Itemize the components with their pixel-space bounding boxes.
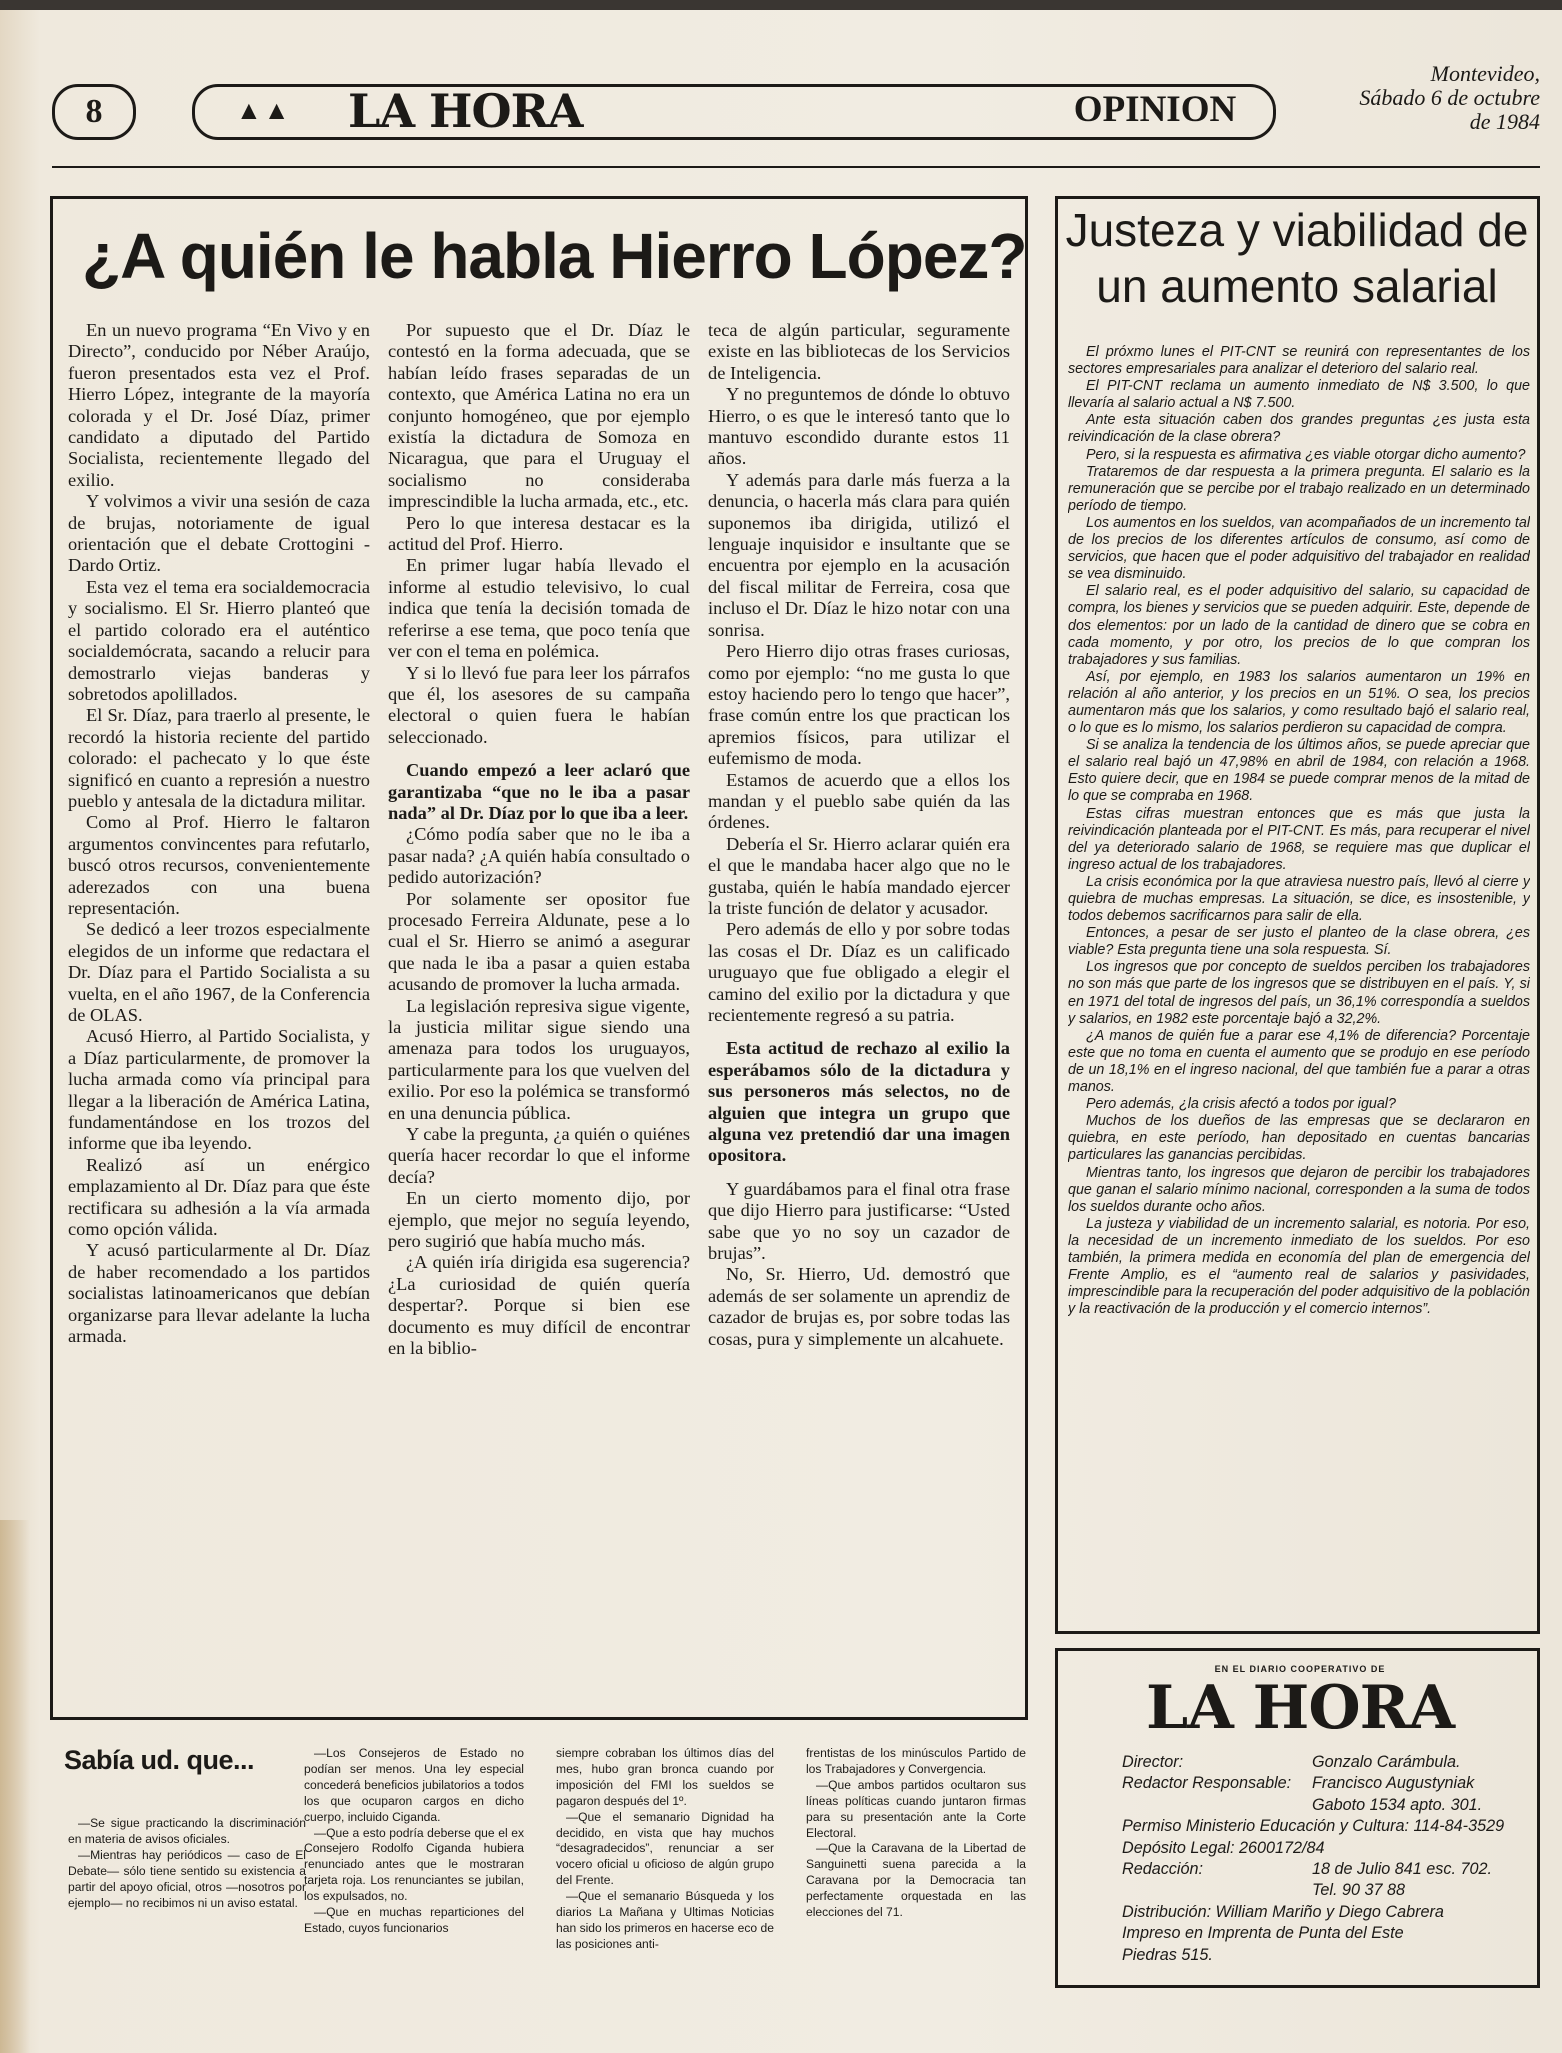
side-paragraph: Muchos de los dueños de las empresas que se declararon en quiebra, en este período, han depositado en cuentas bancarias particulares las ganancias percibidas. — [1068, 1113, 1530, 1164]
article-paragraph: En un nuevo programa “En Vivo y en Directo”, conducido por Néber Araújo, fueron presentados esta vez el Prof. Hierro López, integrante de la mayoría colorada y el Dr. José Díaz, primer candidato a diputado del Partido Socialista, recientemente llegado del exilio. — [68, 320, 370, 490]
side-paragraph: Trataremos de dar respuesta a la primera pregunta. El salario es la remuneración que se percibe por el trabajo realizado en un determinado período de tiempo. — [1068, 463, 1530, 514]
redactor-address: Gaboto 1534 apto. 301. — [1312, 1795, 1483, 1814]
article-column-3 — [708, 320, 1010, 1715]
director-name: Gonzalo Carámbula. — [1312, 1753, 1461, 1771]
redaccion-label: Redacción: — [1122, 1860, 1203, 1879]
article-paragraph-bold: Esta actitud de rechazo al exilio la esperábamos sólo de la dictadura y sus personeros más selectos, no de alguien que integra un grupo que alguna vez pretendió dar una imagen opositora. — [708, 1038, 1010, 1166]
impreso-address: Piedras 515. — [1122, 1945, 1213, 1964]
article-paragraph: En primer lugar había llevado el informe al estudio televisivo, lo cual indica que tenía la decisión tomada de referirse a ese tema, que poco tenía que ver con el tema en polémica. — [388, 555, 690, 662]
colophon-logo: LA HORA — [1146, 1673, 1454, 1743]
article-paragraph: Pero Hierro dijo otras frases curiosas, como por ejemplo: “no me gusta lo que estoy haciendo pero lo tengo que hacer”, frase común entre los que practican los apremios físicos, para utilizar el eufemismo de moda. — [708, 641, 1010, 769]
article-paragraph-bold: Cuando empezó a leer aclaró que garantizaba “que no le iba a pasar nada” al Dr. Díaz por lo que iba a leer. — [388, 760, 690, 823]
header-divider — [52, 166, 1540, 168]
side-paragraph: ¿A manos de quién fue a parar ese 4,1% de diferencia? Porcentaje este que no toma en cuenta el aumento que se produjo en ese período de un 18,1% en el ingreso nacional, del que también fue a parar a otras manos. — [1068, 1027, 1530, 1096]
sabia-column-3 — [556, 1746, 774, 1961]
arrows-icon: ▲▲ — [236, 96, 292, 125]
sabia-item: siempre cobraban los últimos días del mes, hubo gran bronca cuando por imposición del FMI los sueldos se pagaron después del 1º. — [556, 1746, 774, 1808]
article-paragraph: La legislación represiva sigue vigente, la justicia militar sigue siendo una amenaza para todos los uruguayos, particularmente para los que vuelven del exilio. Por eso la polémica se transformó en una denuncia pública. — [388, 995, 690, 1123]
article-paragraph: Pero además de ello y por sobre todas las cosas el Dr. Díaz es un calificado uruguayo que fue obligado a elegir el camino del exilio por la dictadura y que recientemente regresó a su patria. — [708, 919, 1010, 1025]
article-paragraph: Se dedicó a leer trozos especialmente elegidos de un informe que redactara el Dr. Díaz para el Partido Socialista a su vuelta, en el año 1967, de la Conferencia de OLAS. — [68, 919, 370, 1025]
redaccion-address: 18 de Julio 841 esc. 702. — [1312, 1860, 1492, 1879]
article-paragraph: Y si lo llevó fue para leer los párrafos que él, los asesores de su campaña electoral o quien fuera le habían seleccionado. — [388, 662, 690, 747]
side-paragraph: Ante esta situación caben dos grandes preguntas ¿es justa esta reivindicación de la clase obrera? — [1068, 412, 1530, 446]
article-paragraph: ¿A quién iría dirigida esa sugerencia? ¿La curiosidad de quién quería despertar?. Porque si bien ese documento es muy difícil de encontrar en la biblio- — [388, 1252, 690, 1359]
article-paragraph: Debería el Sr. Hierro aclarar quién era el que le mandaba hacer algo que no le gustaba, quién le había mandado ejercer la triste función de delator y acusador. — [708, 833, 1010, 918]
article-paragraph: Y además para darle más fuerza a la denuncia, o hacerla más clara para quién suponemos iba dirigida, utilizó el lenguaje inquisidor e insultante que se encuentra por ejemplo en la acusación del fiscal militar de Ferreira, cosa que incluso el Dr. Díaz le hizo notar con una sonrisa. — [708, 469, 1010, 640]
side-article-body — [1068, 344, 1530, 1624]
dateline — [1310, 62, 1540, 134]
article-paragraph: Por supuesto que el Dr. Díaz le contestó en la forma adecuada, que se habían leído frases separadas de un contexto, que América Latina no era un conjunto homogéneo, que por ejemplo existía la dictadura de Somoza en Nicaragua, que para el Uruguay el socialismo no consideraba imprescindible la lucha armada, etc., etc. — [388, 320, 690, 512]
paper-edge-stain — [0, 1520, 30, 2053]
article-paragraph: No, Sr. Hierro, Ud. demostró que además de ser solamente un aprendiz de cazador de brujas es, por sobre todas las cosas, pura y simplemente un alcahuete. — [708, 1264, 1010, 1349]
article-column-2 — [388, 320, 690, 1715]
article-paragraph: En un cierto momento dijo, por ejemplo, que mejor no seguía leyendo, pero sugirió que había mucho más. — [388, 1188, 690, 1252]
sabia-column-2 — [304, 1746, 524, 1961]
sabia-item: —Que el semanario Dignidad ha decidido, en vista que hay muchos “desagradecidos”, renunciar a ser vocero oficial u oficioso de algún grupo del Frente. — [556, 1809, 774, 1888]
telefono-line: Tel. 90 37 88 — [1312, 1881, 1406, 1900]
main-headline: ¿A quién le habla Hierro López? — [82, 220, 1027, 292]
colophon-tagline: EN EL DIARIO COOPERATIVO DE — [1214, 1664, 1386, 1674]
section-title: OPINION — [1073, 89, 1237, 130]
deposito-line: Depósito Legal: 2600172/84 — [1122, 1838, 1325, 1857]
article-paragraph: Acusó Hierro, al Partido Socialista, y a Díaz particularmente, de promover la lucha armada como vía principal para llegar a la liberación de América Latina, fundamentándose en los trozos del informe que iba leyendo. — [68, 1026, 370, 1154]
side-headline: Justeza y viabilidad de un aumento salarial — [1065, 204, 1529, 312]
sabia-column-4 — [806, 1746, 1026, 1961]
sabia-title: Sabía ud. que... — [64, 1745, 255, 1775]
dateline-city: Montevideo, — [1430, 61, 1540, 86]
side-paragraph: La justeza y viabilidad de un incremento salarial, es notoria. Por eso, la necesidad de un incremento inmediato de los sueldos. Por eso también, la primera medida en economía del plan de emergencia del Frente Amplio, es el “aumento real de salarios y pasividades, imprescindible para la recuperación del poder adquisitivo de la población y la reactivación de la producción y el comercio internos”. — [1068, 1215, 1530, 1318]
impreso-line: Impreso en Imprenta de Punta del Este — [1122, 1924, 1404, 1943]
side-paragraph: Si se analiza la tendencia de los últimos años, se puede apreciar que el salario real bajó un 47,98% en abril de 1984, con relación a 1968. Esto quiere decir, que en 1984 se puede comprar menos de la mitad de lo que se compraba en 1968. — [1068, 737, 1530, 805]
article-paragraph: Y no preguntemos de dónde lo obtuvo Hierro, o es que le interesó tanto que lo mantuvo escondido durante estos 11 años. — [708, 384, 1010, 469]
director-label: Director: — [1122, 1753, 1184, 1771]
masthead-logo: LA HORA — [348, 84, 583, 138]
colophon-info — [1122, 1752, 1532, 1966]
side-paragraph: Así, por ejemplo, en 1983 los salarios aumentaron un 19% en relación al año anterior, y los precios en un 51%. O sea, los precios aumentaron más que los salarios, y como resultado bajó el salario real, o lo que es lo mismo, los salarios perdieron su capacidad de compra. — [1068, 668, 1530, 737]
redactor-label: Redactor Responsable: — [1122, 1774, 1292, 1793]
article-paragraph: Estamos de acuerdo que a ellos los mandan y el pueblo sabe quién da las órdenes. — [708, 769, 1010, 833]
sabia-item: —Que en muchas reparticiones del Estado, cuyos funcionarios — [304, 1905, 524, 1935]
sabia-item: —Se sigue practicando la discriminación en materia de avisos oficiales. — [68, 1816, 306, 1846]
side-paragraph: Entonces, a pesar de ser justo el planteo de la clase obrera, ¿es viable? Esta pregunta tiene una sola respuesta. Sí. — [1068, 925, 1530, 959]
article-paragraph: Y cabe la pregunta, ¿a quién o quiénes quería hacer recordar lo que el informe decía? — [388, 1124, 690, 1187]
article-column-1 — [68, 320, 370, 1715]
sabia-item: —Que ambos partidos ocultaron sus líneas políticas cuando juntaron firmas para su presentación ante la Corte Electoral. — [806, 1777, 1026, 1840]
article-paragraph: Pero lo que interesa destacar es la actitud del Prof. Hierro. — [388, 512, 690, 555]
side-paragraph: Mientras tanto, los ingresos que dejaron de percibir los trabajadores que ganan el salario mínimo nacional, corresponden a la suma de todos los sueldos durante ocho años. — [1068, 1164, 1530, 1215]
article-paragraph: Y volvimos a vivir una sesión de caza de brujas, notoriamente de igual orientación que el debate Crottogini - Dardo Ortiz. — [68, 491, 370, 576]
sabia-item: —Mientras hay periódicos — caso de El Debate— sólo tiene sentido su existencia a partir del apoyo oficial, otros —nosotros por ejemplo— no recibimos ni un aviso estatal. — [68, 1847, 306, 1910]
article-paragraph: Por solamente ser opositor fue procesado Ferreira Aldunate, pese a lo cual el Sr. Hierro se animó a asegurar que nada le iba a pasar a quien estaba acusando de promover la lucha armada. — [388, 888, 690, 995]
side-paragraph: Pero además, ¿la crisis afectó a todos por igual? — [1086, 1096, 1396, 1113]
sabia-item: —Que la Caravana de la Libertad de Sanguinetti suena parecida a la Caravana por la Democracia tan perfectamente orquestada en las elecciones del 71. — [806, 1841, 1026, 1920]
article-paragraph: teca de algún particular, seguramente existe en las bibliotecas de los Servicios de Inteligencia. — [708, 320, 1010, 383]
article-paragraph: Y acusó particularmente al Dr. Díaz de haber recomendado a los partidos socialistas latinoamericanos que debían organizarse para llevar adelante la lucha armada. — [68, 1240, 370, 1347]
redactor-name: Francisco Augustyniak — [1312, 1774, 1475, 1793]
article-paragraph: El Sr. Díaz, para traerlo al presente, le recordó la historia reciente del partido colorado: el pachecato y lo que éste significó en cuanto a represión a nuestro pueblo y antesala de la dictadura militar. — [68, 705, 370, 811]
sabia-item: —Que el semanario Búsqueda y los diarios La Mañana y Ultimas Noticias han sido los primeros en hacerse eco de las posiciones anti- — [556, 1889, 774, 1951]
colophon-director-row — [1122, 1752, 1532, 1773]
dateline-day: Sábado 6 de octubre — [1359, 85, 1540, 110]
side-paragraph: Estas cifras muestran entonces que es más que justa la reivindicación planteada por el PIT-CNT. Es más, para recuperar el nivel del ya deteriorado salario de 1968, se requiere mas que duplicar el ingreso actual de los trabajadores. — [1068, 805, 1530, 873]
article-paragraph: ¿Cómo podía saber que no le iba a pasar nada? ¿A quién había consultado o pedido autorización? — [388, 824, 690, 888]
sabia-item: frentistas de los minúsculos Partido de los Trabajadores y Convergencia. — [806, 1746, 1026, 1776]
sabia-item: —Que a esto podría deberse que el ex Consejero Rodolfo Ciganda hubiera renunciado antes que le mostraran tarjeta roja. Los renunciantes se jubilan, los expulsados, no. — [304, 1825, 524, 1904]
side-paragraph: La crisis económica por la que atraviesa nuestro país, llevó al cierre y quiebra de muchas empresas. La situación, se dice, es insostenible, y todos debemos sacrificarnos para salir de ella. — [1068, 873, 1530, 925]
side-paragraph: Pero, si la respuesta es afirmativa ¿es viable otorgar dicho aumento? — [1086, 446, 1526, 463]
sabia-column-1 — [68, 1816, 306, 1961]
colophon-redactor-row — [1122, 1773, 1532, 1794]
scan-top-edge — [0, 0, 1562, 10]
page-number: 8 — [52, 84, 136, 140]
permiso-line: Permiso Ministerio Educación y Cultura: 114-84-3529 — [1122, 1817, 1505, 1836]
side-paragraph: El próxmo lunes el PIT-CNT se reunirá con representantes de los sectores empresariales para analizar el deterioro del salario real. — [1068, 344, 1530, 378]
article-paragraph: Realizó así un enérgico emplazamiento al Dr. Díaz para que éste rectificara su adhesión a la vía armada como opción válida. — [68, 1154, 370, 1240]
article-paragraph: Como al Prof. Hierro le faltaron argumentos convincentes para refutarlo, buscó otros recursos, convenientemente aderezados con una buena representación. — [68, 812, 370, 918]
article-paragraph: Esta vez el tema era socialdemocracia y socialismo. El Sr. Hierro planteó que el partido colorado era el auténtico socialdemócrata, sacando a relucir para demostrarlo viejas banderas y sobretodos apolillados. — [68, 576, 370, 704]
side-paragraph: El salario real, es el poder adquisitivo del salario, su capacidad de compra, los bienes y servicios que se pueden adquirir. Este, depende de dos elementos: por un lado de la cantidad de dinero que se cobra en cada momento, y por otro, los precios de lo que compran los trabajadores y sus familias. — [1068, 583, 1530, 668]
colophon-redaccion-row — [1122, 1859, 1532, 1880]
side-paragraph: Los ingresos que por concepto de sueldos perciben los trabajadores no son más que parte de los ingresos que se distribuyen en el país. Y, si en 1971 del total de ingresos del país, un 36,1% correspondía a sueldos y salarios, en 1982 este porcentaje bajó a 32,2%. — [1068, 959, 1530, 1027]
sabia-item: —Los Consejeros de Estado no podían ser menos. Una ley especial concederá beneficios jubilatorios a todos los que ocuparon cargos en dicho cuerpo, incluido Ciganda. — [304, 1746, 524, 1824]
side-paragraph: El PIT-CNT reclama un aumento inmediato de N$ 3.500, lo que llevaría al salario actual a N$ 7.500. — [1068, 378, 1530, 412]
distribucion-line: Distribución: William Mariño y Diego Cabrera — [1122, 1902, 1444, 1921]
article-paragraph: Y guardábamos para el final otra frase que dijo Hierro para justificarse: “Usted sabe que yo no soy un cazador de brujas”. — [708, 1178, 1010, 1264]
dateline-year: de 1984 — [1469, 109, 1540, 134]
side-paragraph: Los aumentos en los sueldos, van acompañados de un incremento tal de los precios de los diferentes artículos de consumo, así como de servicios, que hacen que el poder adquisitivo del trabajador en realidad se vea disminuido. — [1068, 514, 1530, 583]
